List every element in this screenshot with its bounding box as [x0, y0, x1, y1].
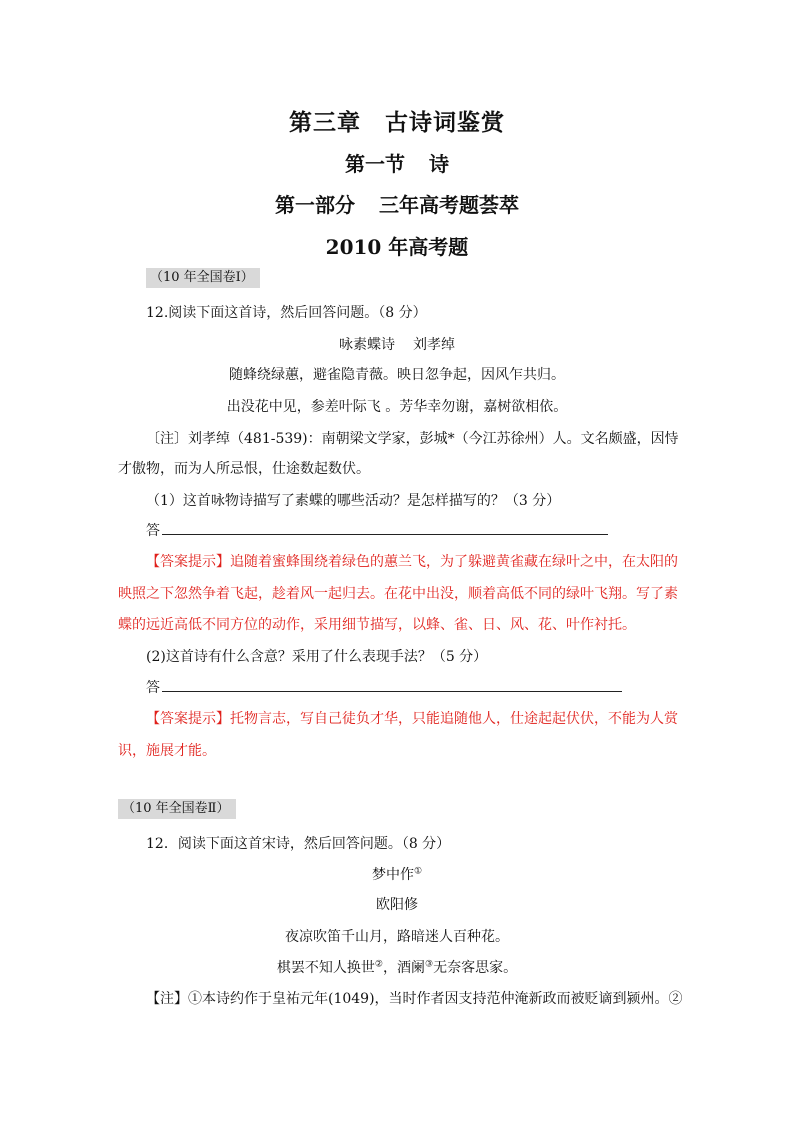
- answer-hint: [146, 708, 678, 728]
- chapter-number: 第三章: [289, 109, 361, 136]
- hint-text: 托物言志，写自己徒负才华，只能追随他人，仕途起起伏伏，不能为人赏: [230, 711, 678, 727]
- poem-note: 〔注〕刘孝绰（481-539)：南朝梁文学家，彭城*（今江苏徐州）人。文名颇盛，因恃: [146, 431, 679, 447]
- footnote-mark: ②: [374, 959, 383, 970]
- sub-question: (2)这首诗有什么含意？采用了什么表现手法？（5 分）: [146, 649, 488, 665]
- section-title: 诗: [429, 152, 449, 176]
- poem-header: [0, 334, 794, 354]
- poem-title-text: 梦中作: [371, 867, 414, 883]
- hint-text: 追随着蜜蜂围绕着绿色的蕙兰飞，为了躲避黄雀藏在绿叶之中，在太阳的: [230, 554, 678, 570]
- section-heading: [0, 148, 794, 177]
- year-heading: 2010 年高考题: [325, 235, 469, 259]
- question-prompt: 12.阅读下面这首诗，然后回答问题。（8 分）: [146, 305, 427, 321]
- poem-text: ，酒阑: [383, 960, 425, 976]
- answer-label: 答: [146, 523, 160, 539]
- section-number: 第一节: [345, 152, 405, 176]
- part-number: 第一部分: [275, 193, 355, 217]
- note-label: 【注】: [146, 991, 188, 1007]
- poem-author: 欧阳修: [376, 897, 418, 913]
- part-heading: [0, 189, 794, 218]
- chapter-heading: [0, 104, 794, 137]
- answer-label: 答: [146, 680, 160, 696]
- hint-text: 蝶的远近高低不同方位的动作，采用细节描写，以蜂、雀、日、风、花、叶作衬托。: [118, 617, 636, 633]
- poem-author: 刘孝绰: [413, 337, 455, 353]
- question-prompt: 12．阅读下面这首宋诗，然后回答问题。（8 分）: [146, 836, 451, 852]
- answer-line: [146, 677, 622, 697]
- answer-blank[interactable]: [162, 520, 608, 535]
- hint-text: 映照之下忽然争着飞起，趁着风一起归去。在花中出没，顺着高低不同的绿叶飞翔。写了素: [118, 586, 678, 602]
- note-text: ①本诗约作于皇祐元年(1049)，当时作者因支持范仲淹新政而被贬谪到颍州。②: [188, 991, 683, 1007]
- poem-line: 夜凉吹笛千山月，路暗迷人百种花。: [285, 929, 509, 945]
- poem-line: [0, 957, 794, 977]
- poem-line: 随蜂绕绿蕙，避雀隐青薇。映日忽争起，因风乍共归。: [229, 367, 565, 383]
- hint-label: 【答案提示】: [146, 711, 230, 727]
- answer-blank[interactable]: [162, 677, 622, 692]
- poem-note: [146, 988, 683, 1008]
- hint-text: 识，施展才能。: [118, 743, 216, 759]
- part-title: 三年高考题荟萃: [379, 193, 519, 217]
- sub-question: （1）这首咏物诗描写了素蝶的哪些活动？是怎样描写的？（3 分）: [146, 493, 561, 509]
- chapter-title: 古诗词鉴赏: [385, 109, 505, 136]
- footnote-mark: ①: [413, 866, 423, 877]
- poem-title: [0, 864, 794, 884]
- poem-note: 才傲物，而为人所忌恨，仕途数起数伏。: [118, 461, 370, 477]
- poem-title: 咏素蝶诗: [339, 337, 395, 353]
- poem-line: 出没花中见，参差叶际飞 。芳华幸勿谢，嘉树欲相依。: [226, 399, 568, 415]
- answer-line: [146, 520, 608, 540]
- poem-text: 棋罢不知人换世: [276, 960, 375, 976]
- answer-hint: [146, 551, 678, 571]
- exam-source-tag: （10 年全国卷Ⅰ）: [146, 268, 260, 288]
- hint-label: 【答案提示】: [146, 554, 230, 570]
- exam-source-tag: （10 年全国卷Ⅱ）: [118, 799, 236, 819]
- poem-text: 无奈客思家。: [433, 960, 518, 976]
- footnote-mark: ③: [425, 959, 434, 970]
